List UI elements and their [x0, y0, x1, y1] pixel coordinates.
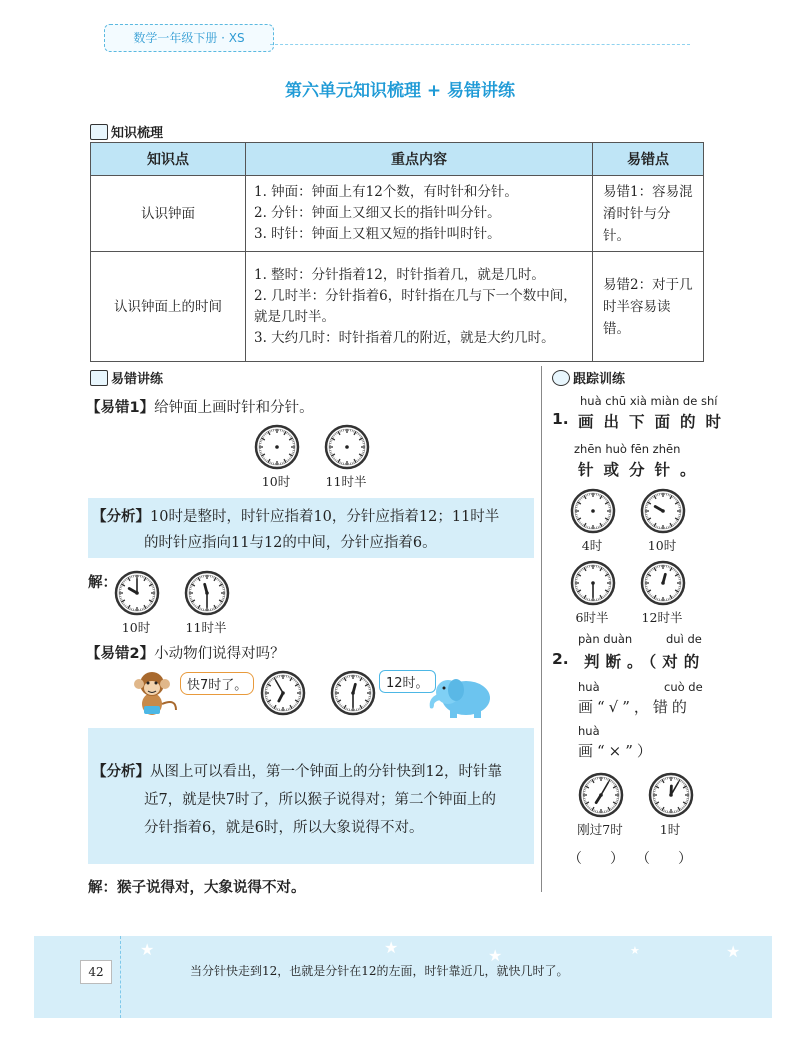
clock-face: [184, 570, 230, 616]
q2-line3: 画“×”）: [578, 742, 656, 760]
table-header: 知识点: [91, 143, 246, 176]
table-cell-content: [246, 252, 593, 362]
q2-line2: 画“√”，错的: [578, 698, 691, 716]
table-row: [91, 176, 704, 252]
clock-blank-1130[interactable]: [324, 424, 370, 474]
table-cell-point: 认识钟面: [91, 176, 246, 252]
q1-line2: 针或分针。: [578, 460, 706, 479]
content-line: 1. 钟面：钟面上有12个数，有时针和分针。: [254, 184, 518, 200]
solution2: 解：猴子说得对，大象说得不对。: [88, 880, 306, 896]
clock-q1-1230[interactable]: [640, 560, 686, 610]
content-line: 2. 分针：钟面上又细又长的指针叫分针。: [254, 205, 501, 221]
elephant-illustration: [426, 674, 496, 720]
clock-label: 10时: [647, 538, 677, 553]
analysis2-label: 【分析】: [92, 764, 150, 780]
pinyin-line: huà: [578, 724, 600, 738]
star-icon: ★: [140, 940, 155, 959]
footer-tip: 当分针快走到12，也就是分针在12的左面，时针靠近几，就快几时了。: [190, 964, 569, 978]
table-cell-error: 易错2：对于几时半容易读错。: [593, 252, 704, 362]
clock-q1-4[interactable]: [570, 488, 616, 538]
analysis2-line: 近7，就是快7时了，所以猴子说得对；第二个钟面上的: [144, 792, 496, 808]
clock-face: [570, 488, 616, 534]
clock-q2-just-past-7: [578, 772, 624, 822]
q1-number: 1.: [552, 410, 569, 428]
analysis2-line: 分针指着6，就是6时，所以大象说得不对。: [144, 820, 424, 836]
clock-label: 11时半: [325, 474, 367, 489]
pinyin-line: huà: [578, 680, 600, 694]
analysis2-text: [92, 758, 532, 842]
clock-face: [640, 488, 686, 534]
table-header-row: [91, 143, 704, 176]
analysis1-text: [92, 504, 532, 556]
q2-line1: 判断。（对的: [584, 652, 706, 671]
clock-q1-630[interactable]: [570, 560, 616, 610]
table-header: 重点内容: [246, 143, 593, 176]
analysis1-label: 【分析】: [92, 509, 150, 525]
clock-face: [254, 424, 300, 470]
clock-face: [570, 560, 616, 606]
clock-q2-1: [648, 772, 694, 822]
q2-number: 2.: [552, 650, 569, 668]
book-icon: [90, 124, 108, 140]
clock-face: [578, 772, 624, 818]
clock-elephant: [330, 670, 376, 720]
answer-blank-1[interactable]: （ ）: [568, 851, 624, 867]
error1-prompt: [86, 396, 314, 417]
content-line: 2. 几时半：分针指着6，时针指在几与下一个数中间，就是几时半。: [254, 287, 577, 325]
monkey-illustration: [126, 668, 184, 718]
clock-face: [640, 560, 686, 606]
training-section-title: [552, 368, 625, 387]
column-divider: [541, 366, 542, 892]
training-section-label: 跟踪训练: [573, 372, 626, 387]
bookmark-icon: [90, 370, 108, 386]
table-row: [91, 252, 704, 362]
clock-label: 12时半: [641, 610, 683, 625]
clock-face: [114, 570, 160, 616]
error2-label: 【易错2】: [86, 646, 155, 662]
book-tag: 数学一年级下册 · XS: [104, 24, 274, 52]
knowledge-section-label: 知识梳理: [111, 126, 164, 141]
star-icon: ★: [726, 942, 741, 961]
clock-label: 4时: [581, 538, 603, 553]
pinyin-line: pàn duàn: [578, 632, 633, 646]
clock-label: 10时: [261, 474, 291, 489]
error1-label: 【易错1】: [86, 400, 155, 416]
knowledge-section-title: [90, 122, 163, 141]
practice-section-title: [90, 368, 163, 387]
target-icon: [552, 370, 570, 386]
pinyin-line: zhēn huò fēn zhēn: [574, 442, 681, 456]
error2-text: 小动物们说得对吗？: [154, 646, 285, 662]
clock-label: 6时半: [575, 610, 609, 625]
header-divider: [270, 44, 690, 45]
monkey-speech-bubble: 快7时了。: [180, 672, 254, 695]
content-line: 3. 时针：钟面上又粗又短的指针叫时针。: [254, 226, 501, 242]
pinyin-line: huà chū xià miàn de shí: [580, 394, 718, 408]
table-cell-content: [246, 176, 593, 252]
clock-label: 刚过7时: [577, 822, 623, 837]
clock-label: 10时: [121, 620, 151, 635]
error2-prompt: [86, 642, 285, 663]
analysis1-line: 的时针应指向11与12的中间，分针应指着6。: [144, 535, 437, 551]
q1-line1: 画出下面的时: [578, 412, 732, 431]
analysis2-line: 从图上可以看出，第一个钟面上的分针快到12，时针靠: [150, 764, 502, 780]
clock-face: [324, 424, 370, 470]
table-cell-error: 易错1：容易混淆时针与分针。: [593, 176, 704, 252]
error1-text: 给钟面上画时针和分针。: [154, 400, 314, 416]
star-icon: ★: [630, 944, 640, 957]
star-icon: ★: [384, 938, 399, 957]
content-line: 3. 大约几时：时针指着几的附近，就是大约几时。: [254, 329, 555, 346]
page-number: 42: [80, 960, 112, 984]
footer-divider: [120, 936, 121, 1018]
clock-monkey: [260, 670, 306, 720]
clock-solution-10: [114, 570, 160, 620]
clock-blank-10[interactable]: [254, 424, 300, 474]
clock-label: 11时半: [185, 620, 227, 635]
clock-face: [330, 670, 376, 716]
answer-blank-2[interactable]: （ ）: [636, 851, 692, 867]
elephant-speech-bubble: 12时。: [379, 670, 436, 693]
clock-face: [260, 670, 306, 716]
clock-q1-10[interactable]: [640, 488, 686, 538]
clock-face: [648, 772, 694, 818]
pinyin-line: cuò de: [664, 680, 703, 694]
pinyin-line: duì de: [666, 632, 702, 646]
analysis1-line: 10时是整时，时针应指着10，分针应指着12；11时半: [150, 509, 500, 525]
clock-solution-1130: [184, 570, 230, 620]
knowledge-table: [90, 142, 704, 362]
solution1-label: 解：: [88, 575, 117, 591]
table-header: 易错点: [593, 143, 704, 176]
star-icon: ★: [488, 946, 503, 965]
page-title: 第六单元知识梳理 + 易错讲练: [284, 81, 516, 101]
table-cell-point: 认识钟面上的时间: [91, 252, 246, 362]
practice-section-label: 易错讲练: [111, 372, 164, 387]
content-line: 1. 整时：分针指着12，时针指着几，就是几时。: [254, 266, 545, 283]
clock-label: 1时: [659, 822, 681, 837]
